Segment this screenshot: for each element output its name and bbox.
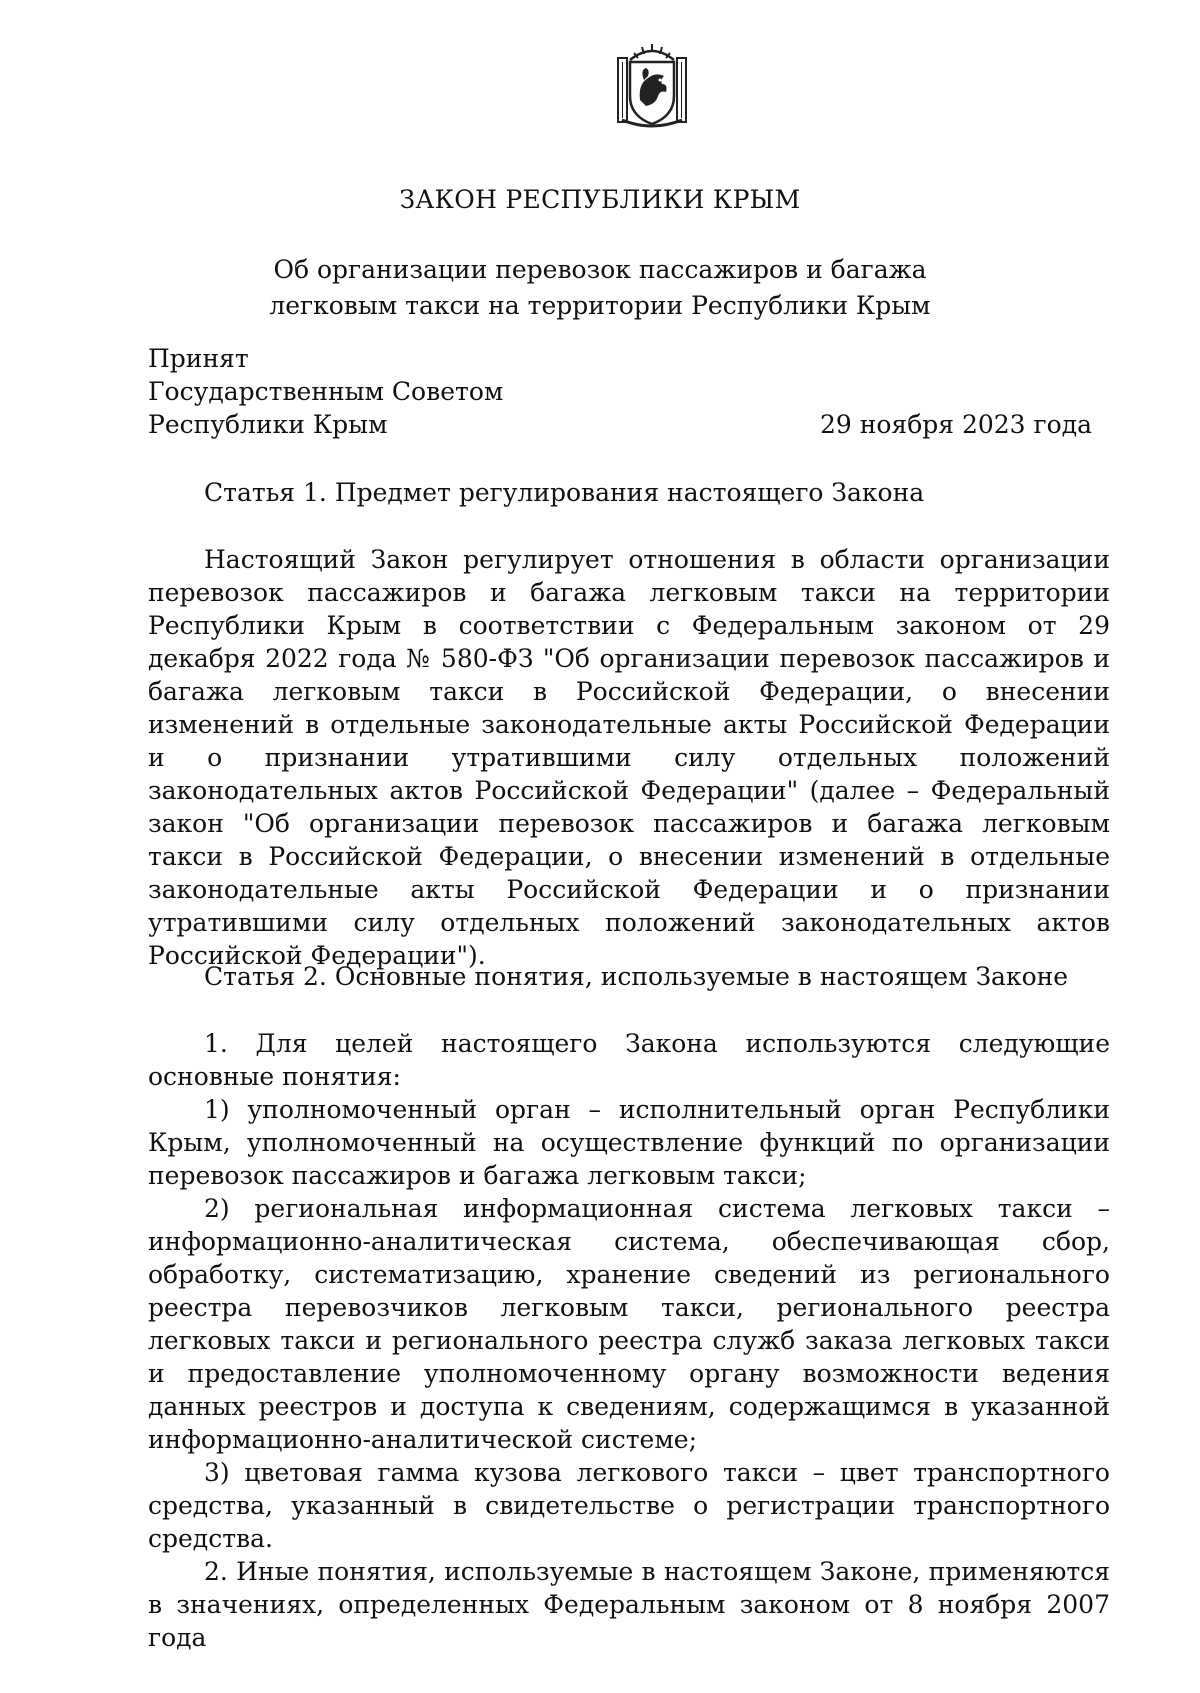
article-2-heading: Статья 2. Основные понятия, используемые в настоящем Законе [204,962,1069,991]
article-2-paragraph: 2. Иные понятия, используемые в настоящем Законе, применяются в значениях, определенных Федеральным законом от 8 ноября 2007 года [148,1557,1110,1652]
adoption-line: Принят [148,344,249,373]
article-2-paragraph: 1) уполномоченный орган – исполнительный орган Республики Крым, уполномоченный на осуществление функций по организации перевозок пассажиров и багажа легковым такси; [148,1095,1110,1190]
article-1-body [148,543,1110,972]
article-2-body [148,1027,1110,1654]
adoption-date: 29 ноября 2023 года [819,410,1092,439]
law-subtitle-line: легковым такси на территории Республики Крым [269,291,931,320]
law-title: ЗАКОН РЕСПУБЛИКИ КРЫМ [399,185,801,214]
article-2-paragraph: 2) региональная информационная система легковых такси – информационно-аналитическая система, обеспечивающая сбор, обработку, систематизацию, хранение сведений из регионального реестра перевозчиков легковым такси, регионального реестра легковых такси и регионального реестра служб заказа легковых такси и предоставление уполномоченному органу возможности ведения данных реестров и доступа к сведениям, содержащимся в указанной информационно-аналитической системе; [148,1194,1110,1454]
article-1-paragraph: Настоящий Закон регулирует отношения в области организации перевозок пассажиров и багажа легковым такси на территории Республики Крым в соответствии с Федеральным законом от 29 декабря 2022 года № 580-ФЗ "Об организации перевозок пассажиров и багажа легковым такси в Российской Федерации, о внесении изменений в отдельные законодательные акты Российской Федерации и о признании утратившими силу отдельных положений законодательных актов Российской Федерации" (далее – Федеральный закон "Об организации перевозок пассажиров и багажа легковым такси в Российской Федерации, о внесении изменений в отдельные законодательные акты Российской Федерации и о признании утратившими силу отдельных положений законодательных актов Российской Федерации"). [148,545,1110,970]
article-1-heading: Статья 1. Предмет регулирования настоящего Закона [204,478,925,507]
adoption-block [148,342,503,441]
adoption-line: Республики Крым [148,410,388,439]
law-subtitle-line: Об организации перевозок пассажиров и багажа [273,255,927,284]
law-subtitle [0,252,1200,324]
crimea-coat-of-arms-icon [616,40,688,130]
article-2-paragraph: 3) цветовая гамма кузова легкового такси – цвет транспортного средства, указанный в свидетельстве о регистрации транспортного средства. [148,1458,1110,1553]
article-2-paragraph: 1. Для целей настоящего Закона используются следующие основные понятия: [148,1029,1110,1091]
adoption-line: Государственным Советом [148,377,504,406]
